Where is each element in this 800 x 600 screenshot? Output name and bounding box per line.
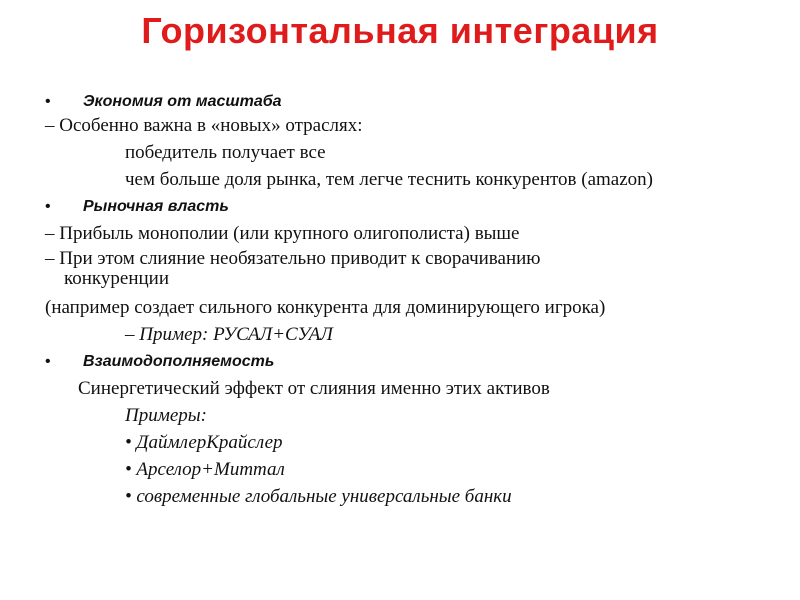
section-heading-scale: Экономия от масштаба [83,93,282,110]
market-power-merger-continuation: конкуренции [64,268,170,289]
complementarity-example-item: • ДаймлерКрайслер [125,432,283,453]
slide-title: Горизонтальная интеграция [141,10,659,51]
complementarity-line-synergy: Синергетический эффект от слияния именно этих активов [78,378,550,399]
scale-sub-winner: победитель получает все [125,142,326,163]
bullet-market-power [45,193,765,220]
complementarity-examples-label: Примеры: [125,405,207,426]
section-heading-complementarity: Взаимодополняемость [83,353,275,370]
market-power-example: – Пример: РУСАЛ+СУАЛ [125,324,333,345]
bullet-marker: • [45,93,51,110]
market-power-line-merger [45,247,765,294]
bullet-marker: • [45,353,51,370]
scale-line-new-industries: – Особенно важна в «новых» отраслях: [45,115,363,136]
slide-body [45,88,765,510]
bullet-economies-of-scale [45,88,765,112]
section-heading-market-power: Рыночная власть [83,198,229,215]
market-power-line-profit: – Прибыль монополии (или крупного олигополиста) выше [45,223,520,244]
market-power-line-example-note: (например создает сильного конкурента для доминирующего игрока) [45,297,606,318]
complementarity-example-item: • Арселор+Миттал [125,459,285,480]
market-power-merger-text: – При этом слияние необязательно приводит к сворачиванию [45,248,541,269]
complementarity-example-item: • современные глобальные универсальные банки [125,486,512,507]
bullet-marker: • [45,198,51,215]
bullet-complementarity [45,348,765,375]
scale-sub-market-share: чем больше доля рынка, тем легче теснить конкурентов (amazon) [125,169,653,190]
